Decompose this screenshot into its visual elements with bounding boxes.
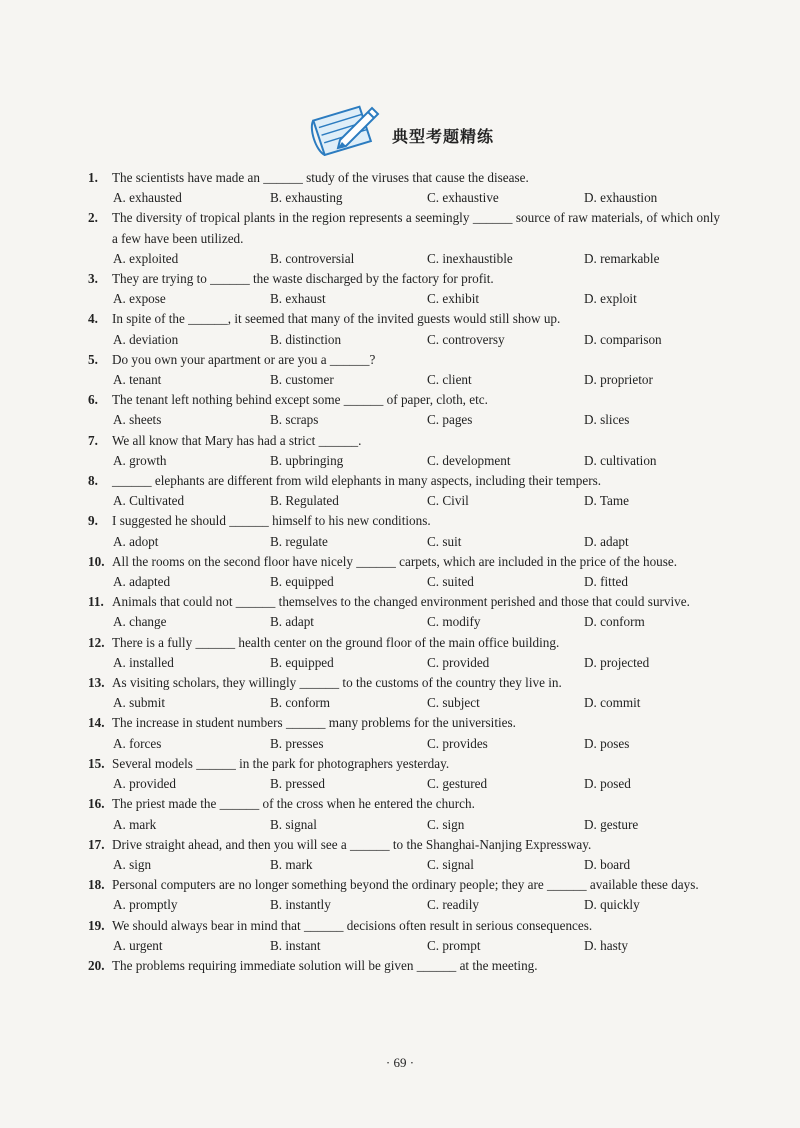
answer-option: B. signal <box>270 816 317 832</box>
question-item <box>88 552 720 592</box>
question-text: The diversity of tropical plants in the region represents a seemingly ______ source of raw materials, of which only a few have been utilized. <box>112 210 720 246</box>
question-item <box>88 916 720 956</box>
answer-option: B. equipped <box>270 654 334 670</box>
answer-option: A. promptly <box>113 897 178 913</box>
question-number: 15. <box>88 755 105 771</box>
answer-option: B. regulate <box>270 533 328 549</box>
answer-option: D. quickly <box>584 897 640 913</box>
answer-option: D. board <box>584 856 631 872</box>
question-number: 3. <box>88 271 98 287</box>
answer-options <box>88 532 720 552</box>
answer-option: A. growth <box>113 452 167 468</box>
answer-options <box>88 370 720 390</box>
answer-option: B. presses <box>270 735 324 751</box>
answer-option: C. modify <box>427 614 481 630</box>
question-stem <box>88 269 720 289</box>
answer-options <box>88 188 720 208</box>
answer-option: C. subject <box>427 695 480 711</box>
answer-option: C. prompt <box>427 937 481 953</box>
question-text: We should always bear in mind that ______ decisions often result in serious consequences. <box>112 917 593 933</box>
answer-option: A. exploited <box>113 250 179 266</box>
question-item <box>88 592 720 632</box>
question-text: ______ elephants are different from wild elephants in many aspects, including their tempers. <box>112 473 602 489</box>
answer-option: B. customer <box>270 372 334 388</box>
question-number: 9. <box>88 513 98 529</box>
question-stem <box>88 431 720 451</box>
question-item <box>88 390 720 430</box>
question-item <box>88 673 720 713</box>
question-item <box>88 511 720 551</box>
answer-option: A. Cultivated <box>113 493 185 509</box>
answer-option: D. hasty <box>584 937 628 953</box>
question-text: In spite of the ______, it seemed that many of the invited guests would still show up. <box>112 311 561 327</box>
question-item <box>88 835 720 875</box>
answer-option: A. submit <box>113 695 166 711</box>
question-stem <box>88 511 720 531</box>
answer-option: A. adapted <box>113 574 171 590</box>
question-stem <box>88 552 720 572</box>
answer-option: A. urgent <box>113 937 163 953</box>
question-text: I suggested he should ______ himself to his new conditions. <box>112 513 431 529</box>
answer-option: A. adopt <box>113 533 159 549</box>
answer-options <box>88 289 720 309</box>
answer-options <box>88 410 720 430</box>
answer-option: A. mark <box>113 816 157 832</box>
answer-option: D. adapt <box>584 533 629 549</box>
question-text: Drive straight ahead, and then you will see a ______ to the Shanghai-Nanjing Expressway. <box>112 836 592 852</box>
question-text: Animals that could not ______ themselves to the changed environment perished and those that could survive. <box>112 594 690 610</box>
answer-option: B. pressed <box>270 776 325 792</box>
answer-option: D. conform <box>584 614 645 630</box>
answer-option: A. provided <box>113 776 176 792</box>
answer-option: A. deviation <box>113 331 179 347</box>
answer-option: D. poses <box>584 735 630 751</box>
question-item <box>88 208 720 269</box>
answer-option: D. projected <box>584 654 650 670</box>
question-number: 11. <box>88 594 104 610</box>
question-item <box>88 431 720 471</box>
answer-option: D. slices <box>584 412 630 428</box>
answer-option: D. remarkable <box>584 250 660 266</box>
answer-option: B. instantly <box>270 897 331 913</box>
answer-option: B. exhausting <box>270 190 343 206</box>
question-number: 5. <box>88 351 98 367</box>
question-stem <box>88 713 720 733</box>
question-item <box>88 269 720 309</box>
answer-option: A. expose <box>113 291 166 307</box>
question-number: 16. <box>88 796 105 812</box>
question-stem <box>88 208 720 248</box>
answer-option: C. suited <box>427 574 474 590</box>
question-stem <box>88 309 720 329</box>
answer-options <box>88 936 720 956</box>
question-text: The tenant left nothing behind except some ______ of paper, cloth, etc. <box>112 392 488 408</box>
answer-option: D. proprietor <box>584 372 653 388</box>
answer-options <box>88 451 720 471</box>
answer-options <box>88 774 720 794</box>
answer-option: A. sign <box>113 856 152 872</box>
question-number: 8. <box>88 473 98 489</box>
answer-option: D. exhaustion <box>584 190 658 206</box>
question-stem <box>88 350 720 370</box>
question-number: 14. <box>88 715 105 731</box>
answer-option: A. forces <box>113 735 162 751</box>
answer-options <box>88 653 720 673</box>
answer-option: C. suit <box>427 533 462 549</box>
question-item <box>88 350 720 390</box>
answer-options <box>88 612 720 632</box>
question-number: 2. <box>88 210 98 226</box>
question-item <box>88 713 720 753</box>
question-text: They are trying to ______ the waste discharged by the factory for profit. <box>112 271 494 287</box>
question-stem <box>88 390 720 410</box>
page-number: · 69 · <box>385 1055 415 1070</box>
section-title: 典型考题精练 <box>391 126 494 146</box>
question-stem <box>88 471 720 491</box>
answer-option: B. controversial <box>270 250 355 266</box>
answer-option: C. inexhaustible <box>427 250 513 266</box>
answer-option: C. client <box>427 372 472 388</box>
answer-option: D. commit <box>584 695 641 711</box>
answer-option: C. gestured <box>427 776 488 792</box>
answer-option: D. exploit <box>584 291 637 307</box>
answer-option: B. mark <box>270 856 313 872</box>
answer-option: B. Regulated <box>270 493 339 509</box>
answer-options <box>88 855 720 875</box>
pencil-notebook-icon <box>306 100 386 161</box>
answer-option: C. pages <box>427 412 473 428</box>
question-number: 20. <box>88 957 105 973</box>
answer-options <box>88 330 720 350</box>
answer-option: A. tenant <box>113 372 162 388</box>
answer-options <box>88 734 720 754</box>
question-number: 6. <box>88 392 98 408</box>
question-stem <box>88 916 720 936</box>
question-stem <box>88 835 720 855</box>
answer-options <box>88 693 720 713</box>
answer-option: D. posed <box>584 776 631 792</box>
question-text: As visiting scholars, they willingly ______ to the customs of the country they live in. <box>112 675 562 691</box>
answer-option: B. distinction <box>270 331 342 347</box>
question-text: Several models ______ in the park for photographers yesterday. <box>112 755 450 771</box>
answer-option: D. gesture <box>584 816 639 832</box>
question-number: 18. <box>88 877 105 893</box>
question-item <box>88 309 720 349</box>
question-item <box>88 875 720 915</box>
question-list <box>88 168 720 976</box>
answer-options <box>88 572 720 592</box>
answer-option: D. Tame <box>584 493 629 509</box>
answer-option: A. sheets <box>113 412 162 428</box>
question-stem <box>88 592 720 612</box>
answer-option: D. comparison <box>584 331 662 347</box>
question-text: There is a fully ______ health center on the ground floor of the main office building. <box>112 634 560 650</box>
answer-option: B. adapt <box>270 614 314 630</box>
answer-option: A. exhausted <box>113 190 182 206</box>
answer-option: C. exhaustive <box>427 190 499 206</box>
answer-option: D. fitted <box>584 574 628 590</box>
answer-option: B. instant <box>270 937 321 953</box>
question-text: The priest made the ______ of the cross when he entered the church. <box>112 796 475 812</box>
answer-option: C. provides <box>427 735 488 751</box>
answer-option: C. signal <box>427 856 474 872</box>
question-stem <box>88 875 720 895</box>
question-text: The problems requiring immediate solution will be given ______ at the meeting. <box>112 957 538 973</box>
question-item <box>88 471 720 511</box>
question-text: The increase in student numbers ______ many problems for the universities. <box>112 715 516 731</box>
answer-option: B. exhaust <box>270 291 326 307</box>
question-number: 7. <box>88 432 98 448</box>
question-stem <box>88 673 720 693</box>
question-stem <box>88 754 720 774</box>
section-header <box>0 100 800 160</box>
question-item <box>88 754 720 794</box>
answer-option: B. scraps <box>270 412 319 428</box>
question-stem <box>88 956 720 976</box>
question-number: 13. <box>88 675 105 691</box>
question-text: We all know that Mary has had a strict ______. <box>112 432 362 448</box>
question-stem <box>88 794 720 814</box>
question-text: Do you own your apartment or are you a ______? <box>112 351 376 367</box>
answer-option: C. exhibit <box>427 291 480 307</box>
answer-options <box>88 491 720 511</box>
answer-option: A. change <box>113 614 167 630</box>
answer-option: A. installed <box>113 654 174 670</box>
question-text: All the rooms on the second floor have nicely ______ carpets, which are included in the price of the house. <box>112 553 678 569</box>
question-item <box>88 956 720 976</box>
question-item <box>88 633 720 673</box>
question-number: 10. <box>88 553 105 569</box>
answer-option: C. provided <box>427 654 490 670</box>
question-number: 19. <box>88 917 105 933</box>
answer-option: C. readily <box>427 897 480 913</box>
question-text: Personal computers are no longer something beyond the ordinary people; they are ______ available these days. <box>112 877 699 893</box>
answer-options <box>88 895 720 915</box>
question-item <box>88 168 720 208</box>
answer-options <box>88 249 720 269</box>
question-stem <box>88 168 720 188</box>
question-number: 17. <box>88 836 105 852</box>
answer-option: D. cultivation <box>584 452 657 468</box>
question-number: 12. <box>88 634 105 650</box>
answer-option: C. Civil <box>427 493 469 509</box>
answer-option: C. development <box>427 452 511 468</box>
question-text: The scientists have made an ______ study of the viruses that cause the disease. <box>112 170 529 185</box>
answer-option: C. sign <box>427 816 465 832</box>
question-stem <box>88 633 720 653</box>
answer-option: B. upbringing <box>270 452 344 468</box>
question-number: 4. <box>88 311 98 327</box>
question-item <box>88 794 720 834</box>
answer-options <box>88 815 720 835</box>
answer-option: B. equipped <box>270 574 334 590</box>
answer-option: C. controversy <box>427 331 505 347</box>
answer-option: B. conform <box>270 695 331 711</box>
question-number: 1. <box>88 170 98 185</box>
